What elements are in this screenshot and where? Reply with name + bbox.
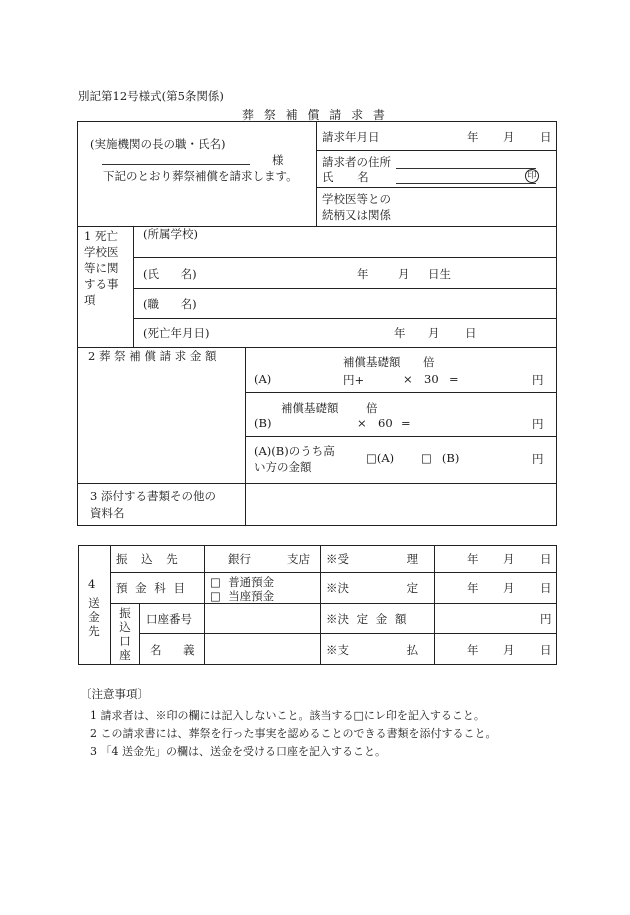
form-title: 葬 祭 補 償 請 求 書 [242,108,388,122]
a-equals-sign: = [449,372,459,386]
death-day[interactable]: 日 [465,326,477,340]
decision-day[interactable]: 日 [540,581,552,595]
remittance-section-label: 送金先 [88,596,100,638]
remittance-section-number: 4 [88,577,96,591]
a-mult-sign: × [403,372,413,386]
a-yen-plus: 円+ [343,373,365,387]
note-item: 1 請求者は、※印の欄には記入しないこと。該当する□にレ印を記入すること。 [90,709,485,722]
bank-label[interactable]: 銀行 [228,552,251,566]
requester-address-line[interactable] [396,168,536,169]
relation-label-line1: 学校医等との [322,192,391,206]
birth-day-suffix[interactable]: 日生 [428,267,451,281]
b-yen-unit[interactable]: 円 [532,417,544,431]
receipt-month[interactable]: 月 [503,552,515,566]
a-yen-unit[interactable]: 円 [532,373,544,387]
payment-year[interactable]: 年 [467,643,479,657]
decision-amount-yen[interactable]: 円 [540,612,552,626]
death-date-label: (死亡年月日) [143,326,210,340]
higher-label-line1: (A)(B)のうち高 [254,444,335,458]
request-date-day[interactable]: 日 [540,130,552,144]
position-label: (職 名) [143,297,197,311]
school-label: (所属学校) [143,227,198,241]
note-item: 2 この請求書には、葬祭を行った事実を認めることのできる書類を添付すること。 [90,727,497,740]
payment-day[interactable]: 日 [540,643,552,657]
receipt-day[interactable]: 日 [540,552,552,566]
a-label: (A) [254,372,272,386]
b-base-amount-label: 補償基礎額 [281,401,339,415]
higher-label-line2: い方の金額 [254,460,312,474]
b-multiplier: 60 [378,416,393,430]
notes-heading: 〔注意事項〕 [80,687,149,701]
addressee-label: (実施機関の長の職・氏名) [90,137,226,151]
death-year[interactable]: 年 [394,326,406,340]
ordinary-deposit-checkbox[interactable]: □ 普通預金 [210,575,275,589]
request-date-label: 請求年月日 [322,130,380,144]
form-number: 別記第12号様式(第5条関係) [78,89,224,103]
current-deposit-checkbox[interactable]: □ 当座預金 [210,589,275,603]
payment-month[interactable]: 月 [503,643,515,657]
addressee-underline[interactable] [102,164,250,165]
requester-name-label: 氏 名 [322,170,369,184]
deceased-name-label: (氏 名) [143,267,197,281]
requester-address-label: 請求者の住所 [322,155,391,169]
deposit-type-label: 預 金 科 目 [116,581,185,595]
note-item: 3 「4 送金先」の欄は、送金を受ける口座を記入すること。 [90,745,386,758]
requester-name-line[interactable] [396,183,536,184]
decision-amount-label: ※決 定 金 額 [326,612,407,626]
decision-year[interactable]: 年 [467,581,479,595]
request-statement: 下記のとおり葬祭補償を請求します。 [103,169,298,183]
documents-label-line1: 3 添付する書類その他の [90,489,216,503]
b-equals-sign: = [401,416,411,430]
receipt-year[interactable]: 年 [467,552,479,566]
payee-label: 振 込 先 [116,552,178,566]
request-date-month[interactable]: 月 [503,130,515,144]
higher-yen-unit[interactable]: 円 [532,452,544,466]
birth-year[interactable]: 年 [357,267,369,281]
b-times-label: 倍 [366,401,378,415]
a-times-label: 倍 [423,355,435,369]
option-a-checkbox[interactable]: □(A) [366,451,395,465]
b-mult-sign: × [357,416,367,430]
honorific-text: 様 [272,153,284,167]
relation-label-line2: 続柄又は関係 [322,208,391,222]
deceased-section-label: 1 死亡学校医等に関する事項 [84,229,119,307]
payment-label: ※支 払 [326,643,419,657]
transfer-account-label: 振込口座 [119,606,131,662]
decision-label: ※決 定 [326,581,419,595]
amount-section-label: 2 葬 祭 補 償 請 求 金 額 [88,349,217,363]
seal-icon: 印 [525,169,539,183]
b-label: (B) [254,416,272,430]
receipt-label: ※受 理 [326,552,419,566]
a-base-amount-label: 補償基礎額 [343,355,401,369]
option-b-checkbox[interactable]: □ (B) [421,451,460,465]
a-multiplier: 30 [424,372,439,386]
account-number-label: 口座番号 [146,612,192,626]
branch-label[interactable]: 支店 [287,552,310,566]
request-date-year[interactable]: 年 [467,130,479,144]
documents-label-line2: 資料名 [90,506,125,520]
birth-month[interactable]: 月 [398,267,410,281]
death-month[interactable]: 月 [428,326,440,340]
account-holder-label: 名 義 [150,643,195,657]
decision-month[interactable]: 月 [503,581,515,595]
